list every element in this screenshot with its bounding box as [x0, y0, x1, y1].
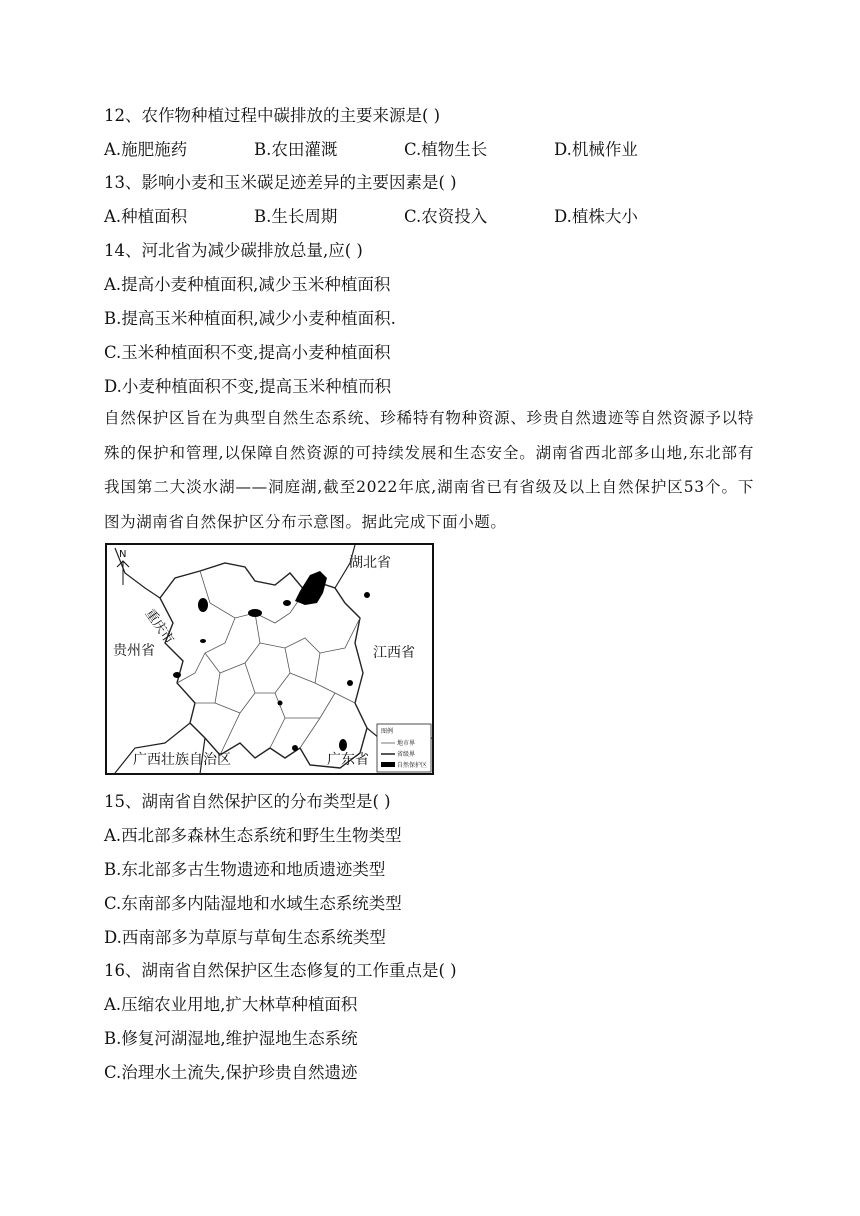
- q12-option-b: B.农田灌溉: [254, 140, 338, 159]
- q14-option-c: C.玉米种植面积不变,提高小麦种植面积: [104, 343, 391, 362]
- question-15-stem: 15、湖南省自然保护区的分布类型是( ): [104, 792, 391, 811]
- reading-passage: 自然保护区旨在为典型自然生态系统、珍稀特有物种资源、珍贵自然遗迹等自然资源予以特殊的保护和管理,以保障自然资源的可持续发展和生态安全。湖南省西北部多山地,东北部有我国第二大淡水湖——洞庭湖,截至2022年底,湖南省已有省级及以上自然保护区53个。下图为湖南省自然保护区分布示意图。据此完成下面小题。: [104, 409, 754, 531]
- legend-item-nature-reserve: 自然保护区: [397, 762, 428, 769]
- label-chongqing: 重庆市: [141, 606, 177, 648]
- question-16-stem: 16、湖南省自然保护区生态修复的工作重点是( ): [104, 961, 457, 980]
- question-12-stem: 12、农作物种植过程中碳排放的主要来源是( ): [104, 106, 441, 125]
- hunan-nature-reserve-map: [105, 543, 434, 775]
- label-hubei: 湖北省: [349, 555, 391, 571]
- q15-option-a: A.西北部多森林生态系统和野生生物类型: [104, 826, 402, 845]
- label-jiangxi: 江西省: [373, 645, 415, 661]
- q12-option-c: C.植物生长: [404, 140, 488, 159]
- north-arrow-label: N: [119, 549, 127, 560]
- q13-option-a: A.种植面积: [104, 207, 188, 226]
- q15-option-b: B.东北部多古生物遗迹和地质遗迹类型: [104, 860, 386, 879]
- legend-item-city-boundary: 地市界: [397, 740, 416, 747]
- legend-item-province-boundary: 省级界: [397, 751, 416, 758]
- q14-option-b: B.提高玉米种植面积,减少小麦种植面积.: [104, 309, 396, 328]
- question-13-stem: 13、影响小麦和玉米碳足迹差异的主要因素是( ): [104, 173, 457, 192]
- label-guangxi: 广西壮族自治区: [133, 752, 231, 768]
- q16-option-a: A.压缩农业用地,扩大林草种植面积: [104, 995, 358, 1014]
- map-legend: [377, 724, 431, 772]
- q14-option-d: D.小麦种植面积不变,提高玉米种植而积: [104, 377, 392, 396]
- question-14-stem: 14、河北省为减少碳排放总量,应( ): [104, 241, 363, 260]
- label-guangdong: 广东省: [327, 752, 369, 768]
- q16-option-b: B.修复河湖湿地,维护湿地生态系统: [104, 1029, 358, 1048]
- q12-option-d: D.机械作业: [554, 140, 638, 159]
- q13-option-d: D.植株大小: [554, 207, 638, 226]
- q15-option-d: D.西南部多为草原与草甸生态系统类型: [104, 928, 386, 947]
- legend-title: 图例: [381, 728, 394, 735]
- q13-option-c: C.农资投入: [404, 207, 488, 226]
- q13-option-b: B.生长周期: [254, 207, 338, 226]
- q14-option-a: A.提高小麦种植面积,减少玉米种植面积: [104, 275, 391, 294]
- q16-option-c: C.治理水土流失,保护珍贵自然遗迹: [104, 1063, 358, 1082]
- label-guizhou: 贵州省: [113, 643, 155, 659]
- q15-option-c: C.东南部多内陆湿地和水域生态系统类型: [104, 894, 402, 913]
- q12-option-a: A.施肥施药: [104, 140, 188, 159]
